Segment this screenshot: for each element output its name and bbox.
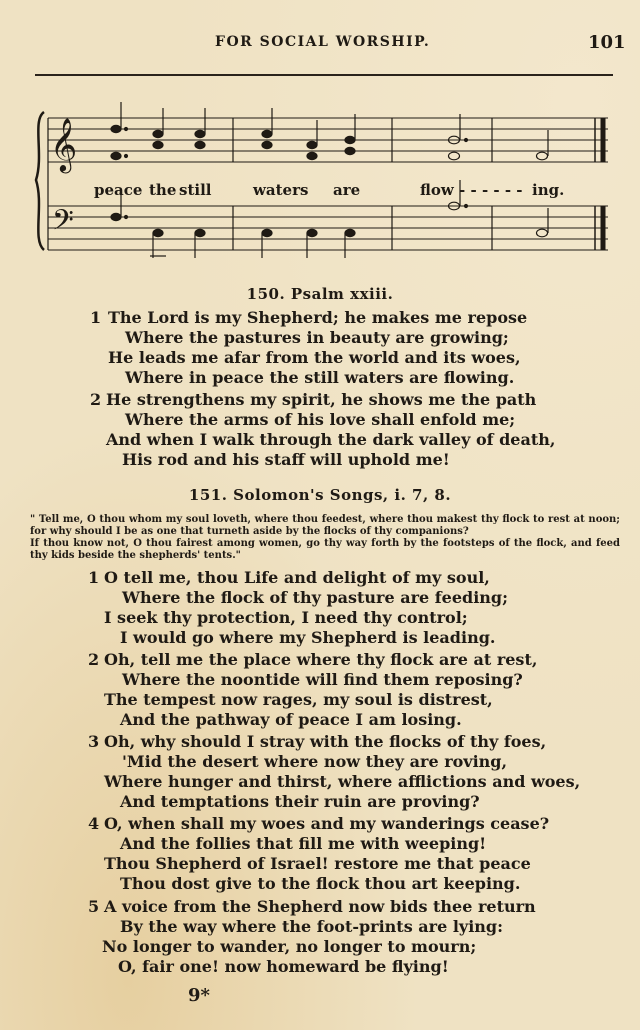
verse-line: Thou Shepherd of Israel! restore me that peace: [104, 854, 531, 873]
verse-line: Where hunger and thirst, where afflictions and woes,: [104, 772, 581, 791]
lyric-syllable: the: [149, 181, 177, 199]
verse-line: And temptations their ruin are proving?: [120, 792, 480, 811]
verse-line: A voice from the Shepherd now bids thee return: [104, 897, 536, 916]
epigraph-paragraph: " Tell me, O thou whom my soul loveth, where thou feedest, where thou makest thy flock to rest at noon; for why should I be as one that turneth aside by the flocks of thy companions?: [30, 514, 620, 537]
lyric-syllable: flow - - - - - -: [420, 181, 523, 199]
system-brace: [36, 112, 44, 250]
lyric-syllable: are: [333, 181, 361, 199]
verse-line: I seek thy protection, I need thy control;: [104, 608, 468, 627]
verse-line: No longer to wander, no longer to mourn;: [102, 937, 477, 956]
verse-line: He strengthens my spirit, he shows me the path: [106, 390, 537, 409]
hymn-151-title: 151. Solomon's Songs, i. 7, 8.: [188, 486, 452, 504]
stanza-number: 1: [90, 308, 102, 327]
signature-mark: 9*: [188, 985, 210, 1006]
verse-line: Oh, tell me the place where thy flock are at rest,: [104, 650, 538, 669]
lyric-syllable: waters: [253, 181, 309, 199]
verse-line: And the follies that fill me with weeping!: [120, 834, 487, 853]
verse-line: Oh, why should I stray with the flocks of thy foes,: [104, 732, 547, 751]
verse-line: O tell me, thou Life and delight of my soul,: [104, 568, 490, 587]
verse-line: Where the pastures in beauty are growing;: [125, 328, 509, 347]
stanza-number: 3: [88, 732, 100, 751]
verse-line: Where the flock of thy pasture are feeding;: [122, 588, 508, 607]
verse-line: Where the noontide will find them reposing?: [122, 670, 523, 689]
header-rule: [35, 74, 613, 76]
bass-clef: 𝄢: [52, 204, 74, 244]
running-head: FOR SOCIAL WORSHIP.: [215, 34, 431, 50]
stanza-number: 2: [90, 390, 102, 409]
treble-clef: 𝄞: [50, 117, 78, 171]
verse-line: Thou dost give to the flock thou art keeping.: [120, 874, 521, 893]
treble-staff: [48, 118, 608, 162]
stanza-number: 5: [88, 897, 100, 916]
bass-staff: [48, 206, 608, 250]
verse-line: He leads me afar from the world and its woes,: [108, 348, 521, 367]
verse-line: I would go where my Shepherd is leading.: [120, 628, 496, 647]
hymn-150-title: 150. Psalm xxiii.: [246, 285, 394, 303]
verse-line: And when I walk through the dark valley of death,: [106, 430, 556, 449]
stanza-number: 1: [88, 568, 100, 587]
verse-line: Where in peace the still waters are flowing.: [125, 368, 515, 387]
page-number: 101: [588, 32, 626, 53]
verse-line: O, when shall my woes and my wanderings cease?: [104, 814, 550, 833]
verse-line: His rod and his staff will uphold me!: [122, 450, 450, 469]
verse-line: 'Mid the desert where now they are roving,: [122, 752, 508, 771]
verse-line: The Lord is my Shepherd; he makes me repose: [108, 308, 528, 327]
final-double-bar: [595, 118, 603, 250]
music-lyrics: [94, 181, 594, 201]
verse-line: The tempest now rages, my soul is distrest,: [104, 690, 493, 709]
verse-line: Where the arms of his love shall enfold me;: [125, 410, 516, 429]
epigraph-paragraph: If thou know not, O thou fairest among women, go thy way forth by the footsteps of the flock, and feed thy kids beside the shepherds' tents.": [30, 538, 620, 561]
stanza-number: 2: [88, 650, 100, 669]
verse-line: By the way where the foot-prints are lying:: [120, 917, 503, 936]
lyric-syllable: peace: [94, 181, 143, 199]
scripture-epigraph: [30, 514, 620, 562]
lyric-syllable: still: [179, 181, 212, 199]
verse-line: And the pathway of peace I am losing.: [120, 710, 462, 729]
lyric-syllable: ing.: [532, 181, 565, 199]
verse-line: O, fair one! now homeward be flying!: [118, 957, 449, 976]
stanza-number: 4: [88, 814, 100, 833]
